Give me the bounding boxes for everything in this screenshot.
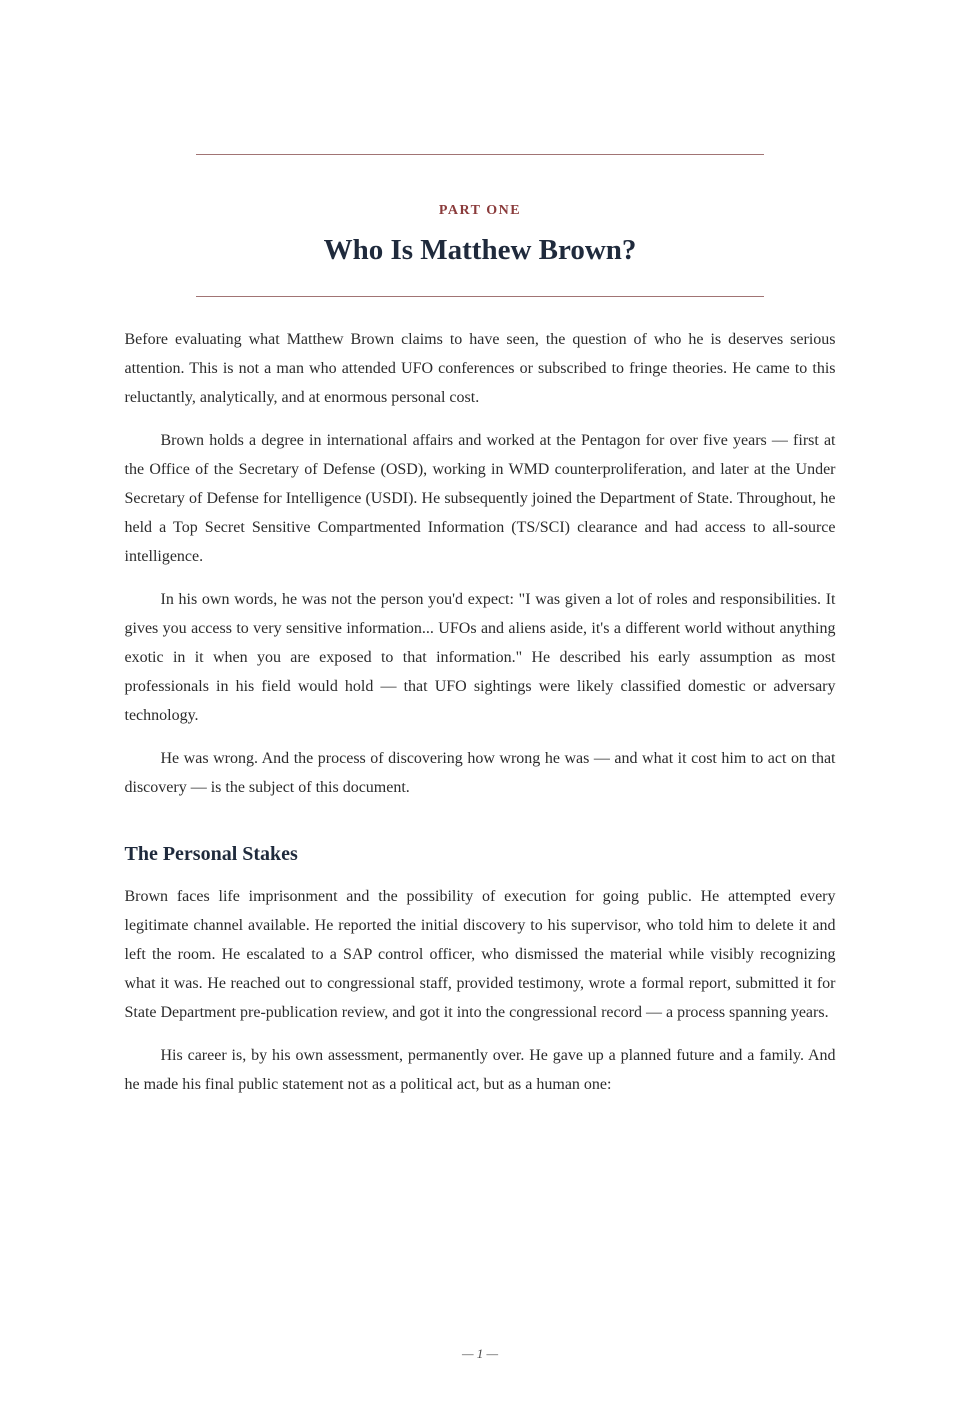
page-title: Who Is Matthew Brown? — [323, 234, 637, 266]
page-number: — 1 — — [461, 1346, 499, 1361]
section-heading-personal-stakes: The Personal Stakes — [124, 843, 298, 865]
intro-paragraph-3: In his own words, he was not the person you'd expect: "I was given a lot of roles and responsibilities. It gives you access to very sensitive information... UFOs and aliens aside, it's a different world without anything exotic in it when you are exposed to that information." He described his early assumption as most professionals in his field would hold — that UFO sightings were likely classified domestic or adversary technology. — [124, 591, 836, 724]
intro-paragraph-1: Before evaluating what Matthew Brown claims to have seen, the question of who he is deserves serious attention. This is not a man who attended UFO conferences or subscribed to fringe theories. He came to this reluctantly, analytically, and at enormous personal cost. — [124, 331, 836, 406]
document-page — [0, 154, 960, 1402]
part-label: PART ONE — [438, 203, 522, 218]
document-body — [125, 325, 836, 1099]
header-rule-bottom — [196, 296, 764, 297]
personal-stakes-paragraph-1: Brown faces life imprisonment and the possibility of execution for going public. He attempted every legitimate channel available. He reported the initial discovery to his supervisor, who told him to delete it and left the room. He escalated to a SAP control officer, who dismissed the material while visibly recognizing what it was. He reached out to congressional staff, provided testimony, wrote a formal report, submitted it for State Department pre-publication review, and got it into the congressional record — a process spanning years. — [124, 888, 836, 1021]
header-rule-top — [196, 154, 764, 155]
intro-paragraph-2: Brown holds a degree in international affairs and worked at the Pentagon for over five years — first at the Office of the Secretary of Defense (OSD), working in WMD counterproliferation, and later at the Under Secretary of Defense for Intelligence (USDI). He subsequently joined the Department of State. Throughout, he held a Top Secret Sensitive Compartmented Information (TS/SCI) clearance and had access to all-source intelligence. — [124, 432, 836, 565]
intro-paragraph-4: He was wrong. And the process of discovering how wrong he was — and what it cost him to act on that discovery — is the subject of this document. — [124, 750, 836, 796]
personal-stakes-paragraph-2: His career is, by his own assessment, permanently over. He gave up a planned future and a family. And he made his final public statement not as a political act, but as a human one: — [124, 1047, 836, 1093]
